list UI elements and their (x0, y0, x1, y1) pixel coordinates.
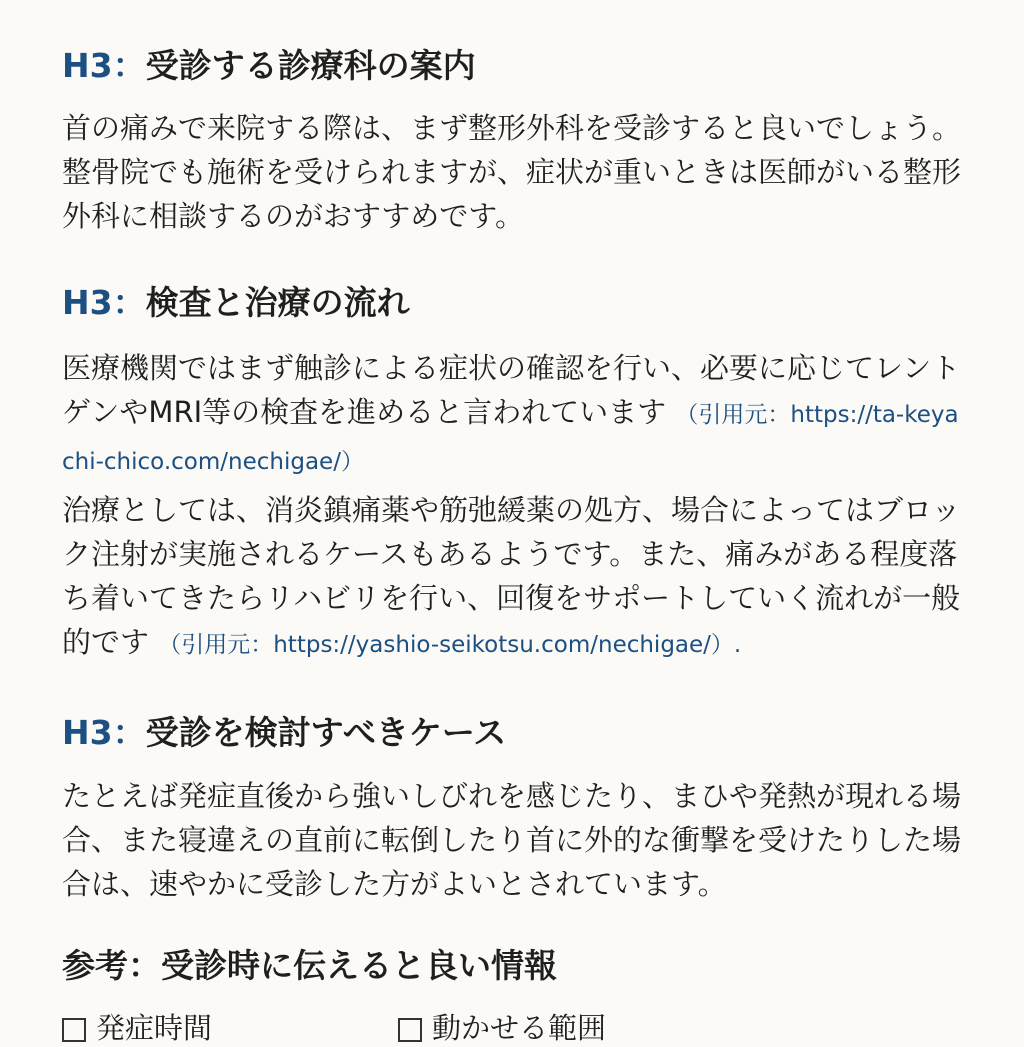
checkbox-icon[interactable] (398, 1018, 422, 1042)
section-consultation-department (62, 46, 962, 86)
section-2-body-1 (62, 346, 962, 484)
checkbox-icon[interactable] (62, 1018, 86, 1042)
checklist-item-label: 発症時間 (96, 1011, 213, 1045)
heading-text: 受診を検討すべきケース (145, 713, 507, 752)
section-1-body (62, 106, 962, 238)
paragraph (62, 488, 962, 667)
paragraph (62, 106, 962, 238)
checklist-item[interactable] (62, 1006, 212, 1047)
h3-tag: H3： (62, 283, 146, 322)
paragraph-text: 医療機関ではまず触診による症状の確認を行い、必要に応じてレントゲンやMRI等の検査を進めると言われています (62, 351, 961, 429)
paragraph (62, 346, 962, 484)
checklist-item[interactable] (398, 1006, 606, 1047)
paragraph-text: たとえば発症直後から強いしびれを感じたり、まひや発熱が現れる場合、また寝違えの直前に転倒したり首に外的な衝撃を受けたりした場合は、速やかに受診した方がよいとされています。 (62, 779, 962, 901)
h3-tag: H3： (62, 713, 146, 752)
checklist-item-label: 動かせる範囲 (432, 1011, 607, 1045)
paragraph (62, 774, 962, 906)
paragraph-text: 首の痛みで来院する際は、まず整形外科を受診すると良いでしょう。整骨院でも施術を受けられますが、症状が重いときは医師がいる整形外科に相談するのがおすすめです。 (62, 111, 962, 233)
reference-heading: 参考：受診時に伝えると良い情報 (62, 946, 557, 985)
citation-link[interactable]: （引用元：https://ta-keyachi-chico.com/nechigae/） (62, 402, 959, 475)
reference-section (62, 946, 962, 986)
section-2-body-2 (62, 488, 962, 667)
section-when-to-consult (62, 713, 962, 753)
section-heading (62, 283, 962, 323)
heading-text: 検査と治療の流れ (145, 283, 410, 322)
section-heading (62, 46, 962, 86)
section-exam-and-treatment (62, 283, 962, 323)
citation-link[interactable]: （引用元：https://yashio-seikotsu.com/nechigae/）. (158, 632, 742, 658)
h3-tag: H3： (62, 46, 146, 85)
paragraph-text: 治療としては、消炎鎮痛薬や筋弛緩薬の処方、場合によってはブロック注射が実施されるケースもあるようです。また、痛みがある程度落ち着いてきたらリハビリを行い、回復をサポートしていく流れが一般的です (62, 493, 961, 659)
section-3-body (62, 774, 962, 906)
section-heading (62, 713, 962, 753)
heading-text: 受診する診療科の案内 (145, 46, 476, 85)
